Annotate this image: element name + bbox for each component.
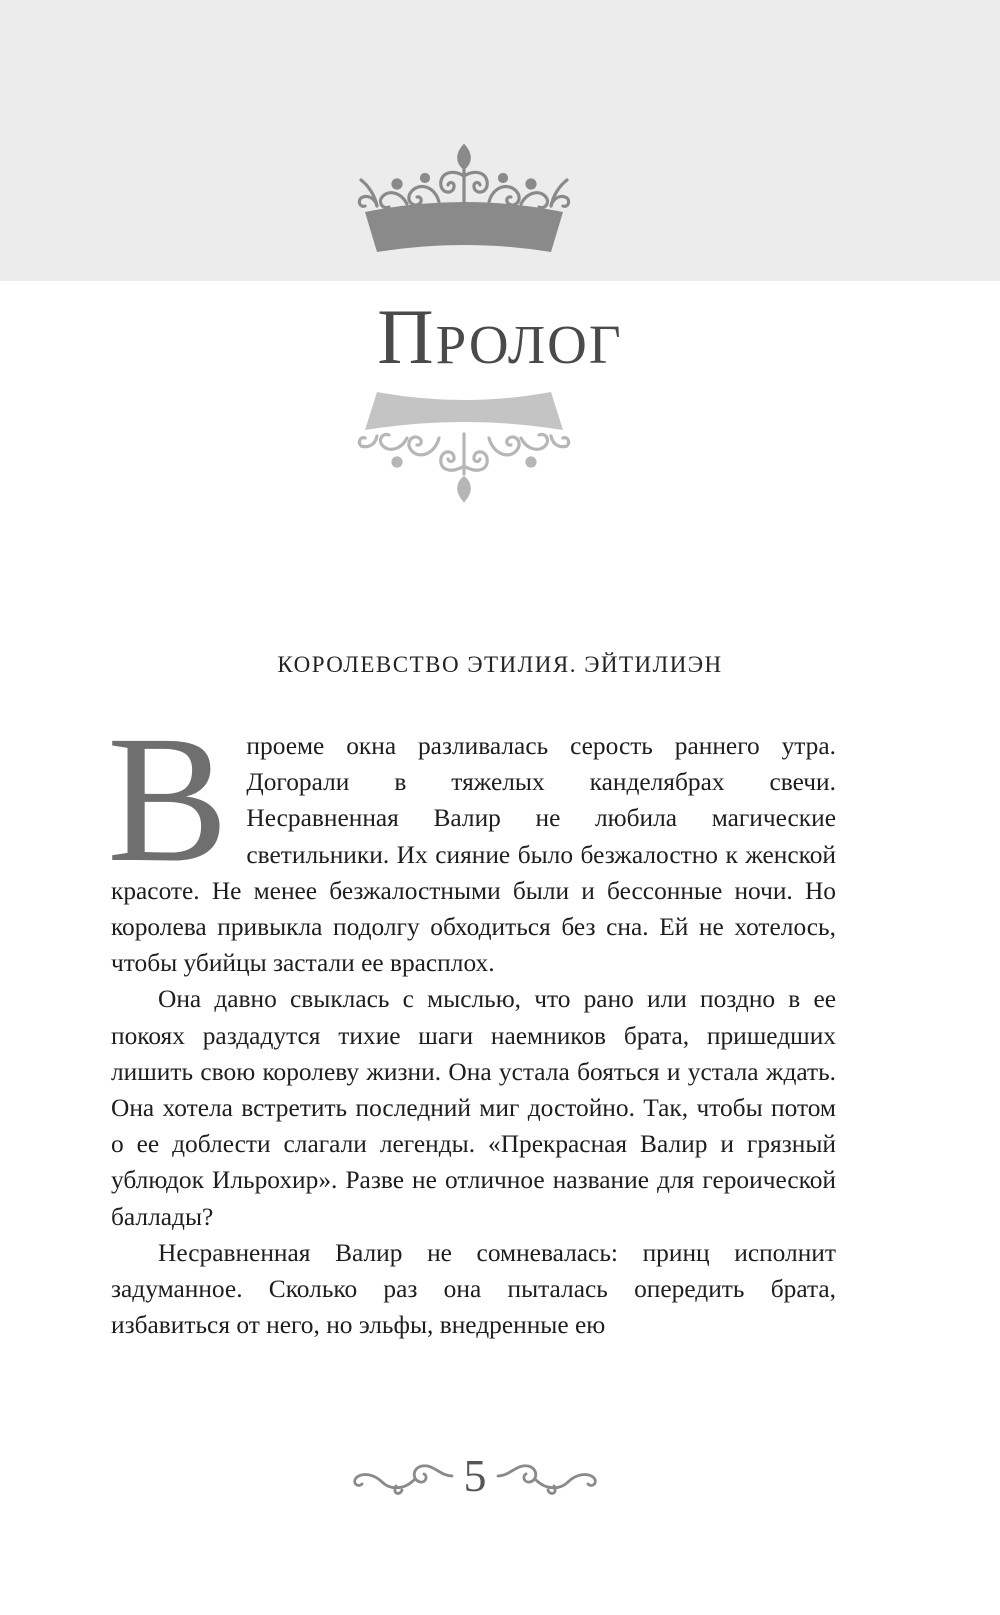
page-footer [0, 1448, 1000, 1508]
body-text [107, 699, 836, 1343]
flourish-left-icon [352, 1456, 454, 1496]
flourish-icon [355, 390, 573, 504]
crown-icon [355, 140, 573, 260]
paragraph: Несравненная Валир не сомневалась: принц исполнит задуманное. Сколько раз она пыталась опередить брата, избавиться от него, но эльфы, внедренные ею [111, 1238, 836, 1340]
paragraph [107, 699, 836, 981]
drop-cap: В [107, 699, 229, 900]
flourish-right-icon [496, 1456, 598, 1496]
chapter-title: Пролог [377, 293, 623, 380]
chapter-location: КОРОЛЕВСТВО ЭТИЛИЯ. ЭЙТИЛИЭН [277, 652, 723, 677]
page-number: 5 [463, 1450, 487, 1501]
paragraph-text: проеме окна разливалась серость раннего утра. Догорали в тяжелых канделябрах свечи. Несравненная Валир не любила магические светильники. Их сияние было безжалостно к женской красоте. Не менее безжалостными были и бессонные ночи. Но королева привыкла подолгу обходиться без сна. Ей не хотелось, чтобы убийцы застали ее врасплох. [111, 732, 836, 978]
paragraph: Она давно свыклась с мыслью, что рано или поздно в ее покоях раздадутся тихие шаги наемников брата, пришедших лишить свою королеву жизни. Она устала бояться и устала ждать. Она хотела встретить последний миг достойно. Так, чтобы потом о ее доблести слагали легенды. «Прекрасная Валир и грязный ублюдок Ильрохир». Разве не отличное название для героической баллады? [111, 985, 836, 1231]
